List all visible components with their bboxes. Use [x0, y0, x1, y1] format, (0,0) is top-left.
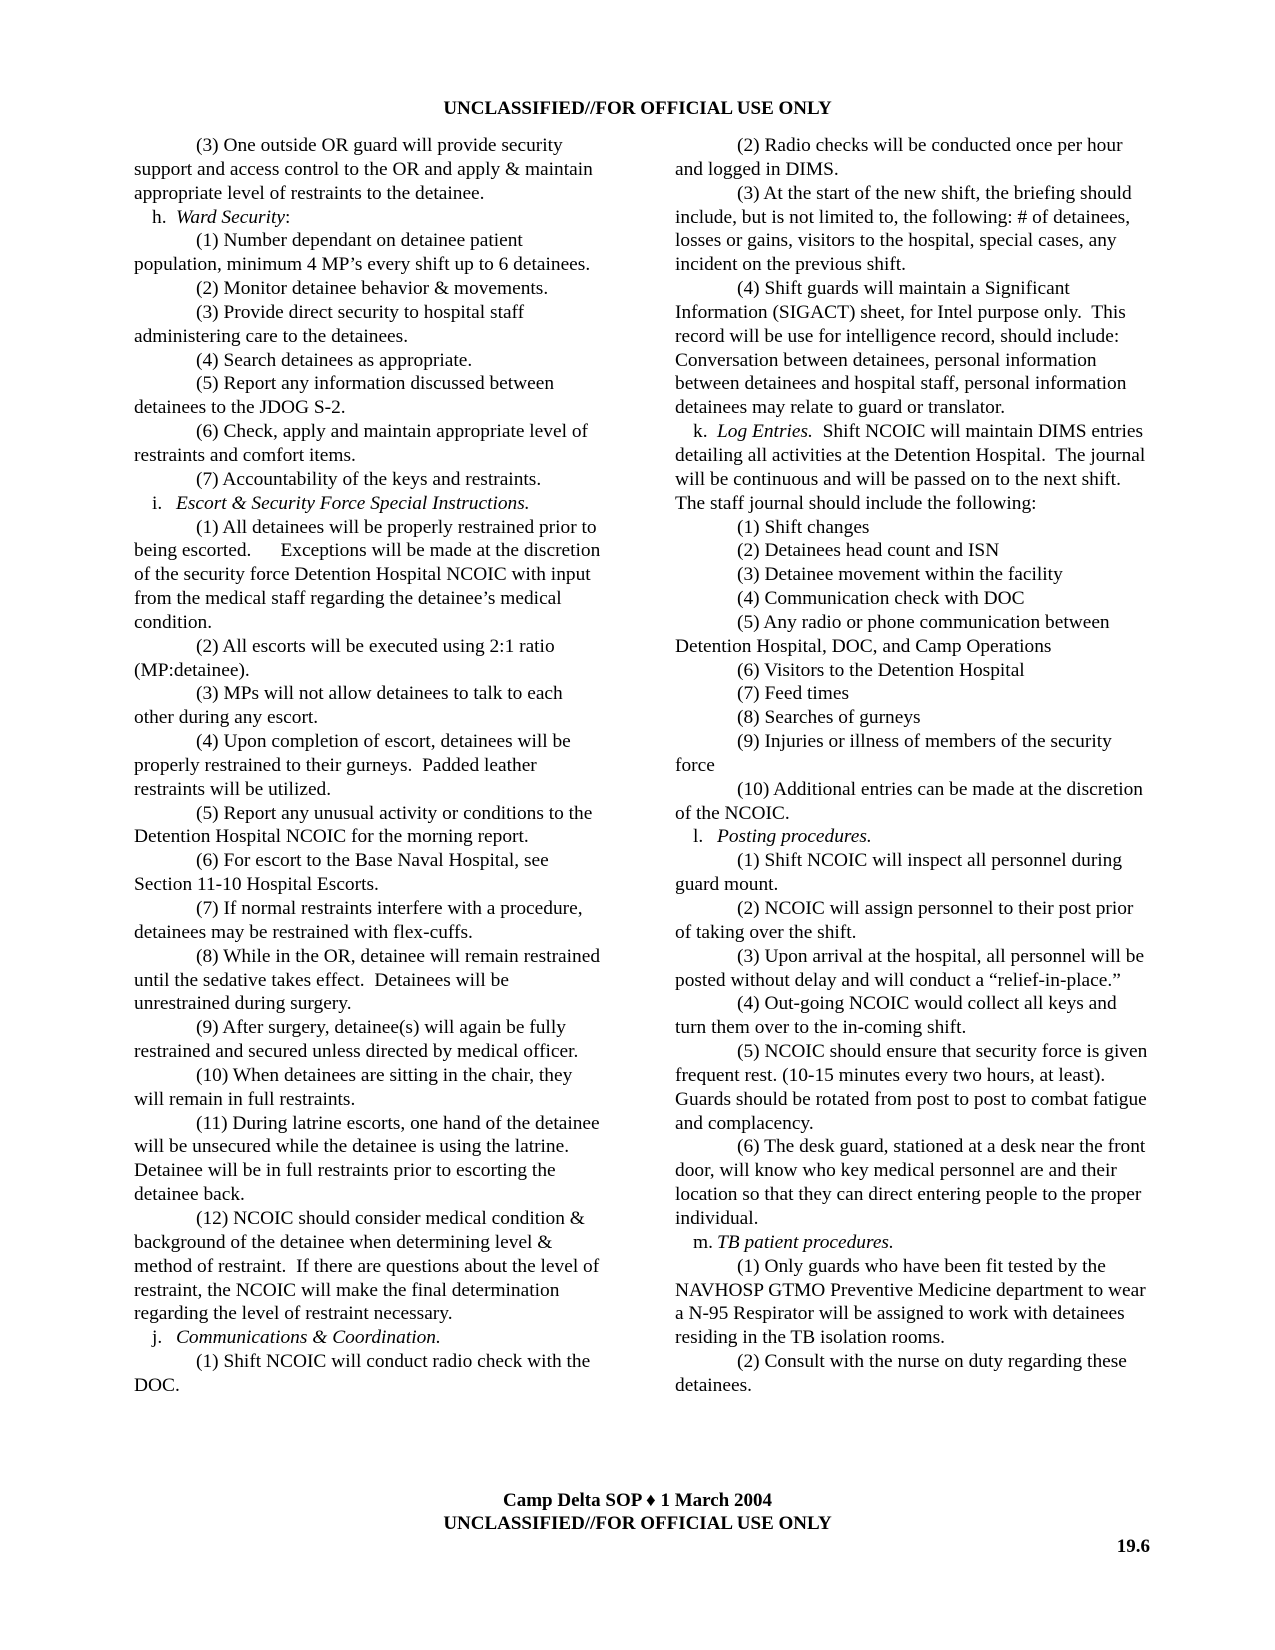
paragraph: (8) Searches of gurneys: [737, 707, 921, 729]
section-heading: [134, 492, 604, 516]
paragraph: (6) The desk guard, stationed at a desk near the front door, will know who key medical personnel are and their location so that they can direct entering people to the proper individual.: [675, 1136, 1146, 1229]
section-heading: [134, 206, 604, 230]
page-number: 19.6: [1116, 1536, 1150, 1557]
section-title: Log Entries.: [717, 421, 813, 443]
paragraph: (3) Upon arrival at the hospital, all personnel will be posted without delay and will conduct a “relief-in-place.”: [675, 945, 1145, 991]
paragraph: (6) Check, apply and maintain appropriate level of restraints and comfort items.: [134, 421, 588, 466]
page-footer: [0, 1489, 1275, 1535]
paragraph: (1) Shift changes: [737, 516, 870, 538]
paragraph: (4) Out-going NCOIC would collect all keys and turn them over to the in-coming shift.: [675, 993, 1117, 1039]
section-title: Posting procedures.: [717, 826, 872, 848]
paragraph: (3) MPs will not allow detainees to talk to each other during any escort.: [134, 683, 563, 729]
paragraph: (5) Report any information discussed between detainees to the JDOG S-2.: [134, 373, 555, 419]
paragraph: (4) Search detainees as appropriate.: [196, 349, 473, 371]
paragraph: (10) Additional entries can be made at the discretion of the NCOIC.: [675, 778, 1143, 824]
paragraph: (1) Number dependant on detainee patient population, minimum 4 MP’s every shift up to 6 detainees.: [134, 230, 591, 276]
section-text: :: [284, 206, 291, 228]
paragraph: (2) Detainees head count and ISN: [737, 540, 1000, 562]
paragraph: (3) Detainee movement within the facility: [737, 564, 1063, 586]
paragraph: (5) NCOIC should ensure that security force is given frequent rest. (10-15 minutes every two hours, at least). Guards should be rotated from post to post to combat fatigue and complacency.: [675, 1041, 1148, 1134]
section-letter: j.: [152, 1327, 163, 1349]
paragraph: (9) After surgery, detainee(s) will again be fully restrained and secured unless directed by medical officer.: [134, 1017, 579, 1063]
paragraph: (6) For escort to the Base Naval Hospital, see Section 11-10 Hospital Escorts.: [134, 850, 549, 896]
paragraph: (1) Shift NCOIC will conduct radio check with the DOC.: [134, 1351, 591, 1396]
section-heading: [675, 1231, 1148, 1255]
paragraph: (3) At the start of the new shift, the briefing should include, but is not limited to, the following: # of detainees, losses or gains, visitors to the hospital, special cases, any incident on the previous shift.: [675, 182, 1132, 276]
paragraph: (1) All detainees will be properly restrained prior to being escorted. Exceptions will be made at the discretion of the security force Detention Hospital NCOIC with input from the medical staff regarding the detainee’s medical condition.: [134, 516, 601, 633]
section-heading: [675, 420, 1148, 515]
classification-header: UNCLASSIFIED//FOR OFFICIAL USE ONLY: [443, 98, 832, 119]
right-column: [675, 134, 1148, 1398]
paragraph: (7) Feed times: [737, 683, 850, 705]
section-title: TB patient procedures.: [717, 1231, 894, 1253]
paragraph: (12) NCOIC should consider medical condition & background of the detainee when determining level & method of restraint. If there are questions about the level of restraint, the NCOIC will make the final determination regarding the level of restraint necessary.: [134, 1207, 600, 1325]
paragraph: (11) During latrine escorts, one hand of the detainee will be unsecured while the detainee is using the latrine. Detainee will be in full restraints prior to escorting the detainee back.: [134, 1112, 600, 1206]
paragraph: (5) Report any unusual activity or conditions to the Detention Hospital NCOIC for the morning report.: [134, 802, 593, 848]
paragraph: (10) When detainees are sitting in the chair, they will remain in full restraints.: [134, 1064, 573, 1110]
paragraph: (2) Monitor detainee behavior & movements.: [196, 278, 549, 300]
footer-document-title: Camp Delta SOP ♦ 1 March 2004: [503, 1490, 772, 1511]
section-letter: i.: [152, 492, 163, 514]
paragraph: (9) Injuries or illness of members of the security force: [675, 731, 1112, 776]
section-letter: h.: [152, 206, 167, 228]
section-title: Ward Security: [176, 206, 285, 228]
section-text: Shift NCOIC will maintain DIMS entries detailing all activities at the Detention Hospital. The journal will be continuous and will be passed on to the next shift. The staff journal should include the following:: [675, 421, 1146, 514]
section-title: Escort & Security Force Special Instructions.: [176, 492, 530, 514]
section-letter: m.: [693, 1231, 713, 1253]
paragraph: (2) Consult with the nurse on duty regarding these detainees.: [675, 1351, 1127, 1396]
section-heading: [675, 825, 1148, 849]
paragraph: (3) Provide direct security to hospital staff administering care to the detainees.: [134, 301, 525, 347]
section-letter: k.: [693, 421, 708, 443]
paragraph: (4) Communication check with DOC: [737, 588, 1025, 610]
paragraph: (3) One outside OR guard will provide security support and access control to the OR and apply & maintain appropriate level of restraints to the detainee.: [134, 135, 593, 204]
paragraph: (5) Any radio or phone communication between Detention Hospital, DOC, and Camp Operations: [675, 611, 1110, 657]
paragraph: (2) NCOIC will assign personnel to their post prior of taking over the shift.: [675, 898, 1134, 943]
footer-classification: UNCLASSIFIED//FOR OFFICIAL USE ONLY: [443, 1513, 832, 1534]
paragraph: (4) Upon completion of escort, detainees will be properly restrained to their gurneys. Padded leather restraints will be utilized.: [134, 731, 571, 800]
paragraph: (4) Shift guards will maintain a Significant Information (SIGACT) sheet, for Intel purpose only. This record will be use for intelligence record, should include: Conversation between detainees, personal information between detainees and hospital staff, personal information detainees may relate to guard or translator.: [675, 278, 1127, 419]
paragraph: (1) Only guards who have been fit tested by the NAVHOSP GTMO Preventive Medicine department to wear a N-95 Respirator will be assigned to work with detainees residing in the TB isolation rooms.: [675, 1255, 1146, 1349]
section-title: Communications & Coordination.: [176, 1327, 441, 1349]
left-column: [134, 134, 604, 1398]
paragraph: (7) If normal restraints interfere with a procedure, detainees may be restrained with flex-cuffs.: [134, 898, 583, 943]
section-heading: [134, 1326, 604, 1350]
paragraph: (2) Radio checks will be conducted once per hour and logged in DIMS.: [675, 135, 1123, 180]
paragraph: (2) All escorts will be executed using 2:1 ratio (MP:detainee).: [134, 635, 555, 681]
paragraph: (7) Accountability of the keys and restraints.: [196, 468, 542, 490]
section-letter: l.: [693, 826, 704, 848]
paragraph: (1) Shift NCOIC will inspect all personnel during guard mount.: [675, 850, 1123, 896]
paragraph: (6) Visitors to the Detention Hospital: [737, 659, 1025, 681]
paragraph: (8) While in the OR, detainee will remain restrained until the sedative takes effect. Detainees will be unrestrained during surgery.: [134, 945, 601, 1015]
